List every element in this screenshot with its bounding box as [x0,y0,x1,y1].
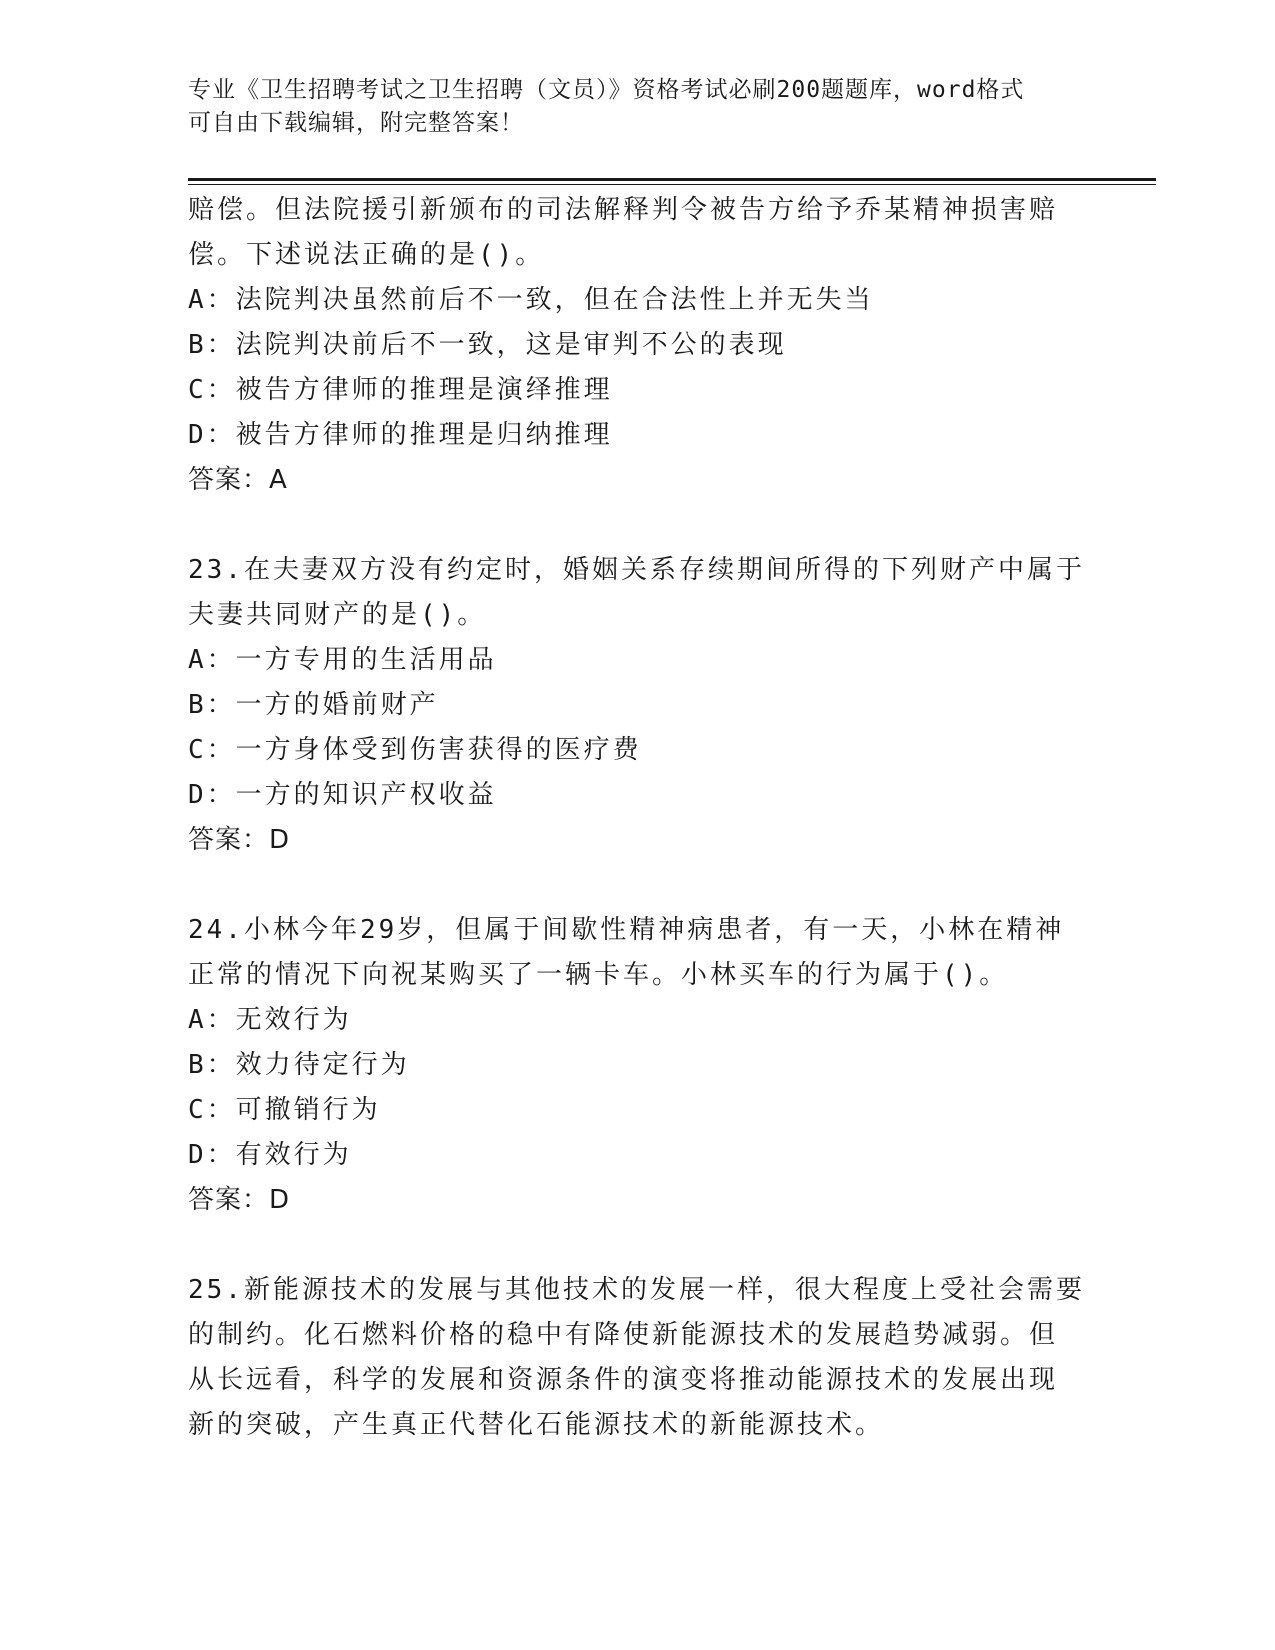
answer-line: 答案：A [188,465,288,495]
header-line-1: 专业《卫生招聘考试之卫生招聘（文员）》资格考试必刷200题题库，word格式 [188,77,1025,103]
question-stem-line: 的制约。化石燃料价格的稳中有降使新能源技术的发展趋势减弱。但 [188,1320,1059,1350]
question-24 [188,908,1088,1223]
option-d: D：一方的知识产权收益 [188,780,497,810]
option-b: B：一方的婚前财产 [188,690,439,720]
spacer [188,1223,1088,1268]
option-d: D：被告方律师的推理是归纳推理 [188,420,613,450]
question-stem-line: 从长远看，科学的发展和资源条件的演变将推动能源技术的发展出现 [188,1365,1059,1395]
question-continued [188,188,1088,503]
question-23 [188,548,1088,863]
header-line-2: 可自由下载编辑，附完整答案！ [188,110,524,136]
option-a: A：法院判决虽然前后不一致，但在合法性上并无失当 [188,285,874,315]
header-divider [188,178,1156,181]
option-c: C：可撤销行为 [188,1095,381,1125]
answer-line: 答案：D [188,1185,291,1215]
question-stem-line: 24.小林今年29岁，但属于间歇性精神病患者，有一天，小林在精神 [188,915,1065,945]
spacer [188,503,1088,548]
option-a: A：无效行为 [188,1005,352,1035]
spacer [188,863,1088,908]
option-b: B：效力待定行为 [188,1050,410,1080]
page-content [188,188,1088,1448]
option-a: A：一方专用的生活用品 [188,645,497,675]
answer-line: 答案：D [188,825,291,855]
question-stem-line: 正常的情况下向祝某购买了一辆卡车。小林买车的行为属于()。 [188,960,1009,990]
option-d: D：有效行为 [188,1140,352,1170]
option-b: B：法院判决前后不一致，这是审判不公的表现 [188,330,787,360]
question-stem-line: 新的突破，产生真正代替化石能源技术的新能源技术。 [188,1410,885,1440]
option-c: C：一方身体受到伤害获得的医疗费 [188,735,642,765]
question-stem-line: 25.新能源技术的发展与其他技术的发展一样，很大程度上受社会需要 [188,1275,1085,1305]
option-c: C：被告方律师的推理是演绎推理 [188,375,613,405]
question-stem-line: 23.在夫妻双方没有约定时，婚姻关系存续期间所得的下列财产中属于 [188,555,1085,585]
question-stem-line: 夫妻共同财产的是()。 [188,600,487,630]
question-25 [188,1268,1088,1448]
header-divider-thin [188,184,1156,185]
question-stem-line: 偿。下述说法正确的是()。 [188,240,545,270]
page-header [188,74,1068,140]
question-stem-line: 赔偿。但法院援引新颁布的司法解释判令被告方给予乔某精神损害赔 [188,195,1059,225]
